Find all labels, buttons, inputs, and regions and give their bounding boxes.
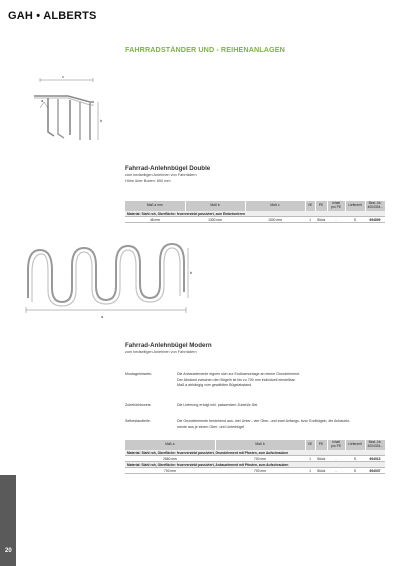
page-number: 20: [5, 548, 12, 554]
material-text: Material: Stahl roh, Oberfläche: feuerverzinkt passiviert, zum Einbetonieren: [125, 211, 385, 217]
note-line: Die Lieferung erfolgt inkl. passendem Zubehör-Set.: [177, 403, 259, 407]
table-cell: Stück: [317, 468, 326, 473]
note-line: Die Anbauelemente eignen sich zur Endlosmontage an einem Grundelement.: [177, 372, 301, 376]
column-header: VE: [305, 440, 315, 450]
note-setbestandteile: [125, 419, 385, 433]
product1-spec-table: [125, 201, 386, 223]
material-text: Material: Stahl roh, Oberfläche: feuerverzinkt passiviert, Grundelement mit Pfosten, zum Aufschrauben: [125, 450, 385, 456]
table-cell: 700 mm: [125, 468, 215, 474]
dim-a-label: a: [41, 98, 44, 103]
dim-b-label: b: [100, 118, 103, 123]
column-header: Maß b: [185, 201, 245, 211]
table-cell: S: [345, 468, 365, 474]
column-header: Maß c: [245, 201, 305, 211]
note-zubehoer: [125, 403, 385, 411]
product1-subtitle: zum bedseitigen Anlehnen von Fahrrädern: [125, 173, 197, 177]
column-header: Lieferzeit: [345, 201, 365, 211]
dim-b-label: b: [190, 270, 193, 275]
column-header: Lieferzeit: [345, 440, 365, 450]
note-text: [177, 403, 367, 409]
bike-stand-double-diagram: [28, 72, 108, 147]
note-text: [177, 372, 367, 389]
column-header: VE: [305, 201, 315, 211]
brand-logo: GAH • ALBERTS: [8, 10, 97, 22]
order-number: 694937: [365, 468, 385, 474]
column-header: PE: [315, 201, 327, 211]
product1-height: Höhe über Boden: 800 mm: [125, 179, 171, 183]
material-text: Material: Stahl roh, Oberfläche: feuerverzinkt passiviert, Anbauelement mit Pfosten, zum Aufschrauben: [125, 462, 385, 468]
note-line: Maß a abhängig vom gewählten Bügelabstand.: [177, 383, 253, 388]
table-cell: Stück: [317, 456, 326, 461]
table-cell: 1: [305, 468, 315, 474]
product2-title: Fahrrad-Anlehnbügel Modern: [125, 342, 212, 349]
column-header: Maß a mm: [125, 201, 185, 211]
table-row: [125, 217, 385, 223]
table-cell: S: [345, 217, 365, 223]
table-row: [125, 468, 385, 474]
table-header-row: [125, 201, 385, 211]
product2-notes: [125, 372, 385, 432]
table-cell: 1300 mm: [185, 217, 245, 223]
note-label: Zubehörhinweis:: [125, 403, 152, 407]
column-header: PE: [315, 440, 327, 450]
product2-spec-table: [125, 440, 386, 474]
dim-c-label: c: [62, 74, 64, 79]
product2-subtitle: zum bedseitigen Anlehnen von Fahrrädern: [125, 350, 197, 354]
column-header: Best.-Nr. 4004334...: [365, 201, 385, 211]
table-cell: -: [327, 217, 345, 223]
order-number: 694899: [365, 217, 385, 223]
note-label: Montagehinweis:: [125, 372, 152, 376]
column-header: Inhalt pro PE: [327, 440, 345, 450]
column-header: Best.-Nr. 4004334...: [365, 440, 385, 450]
table-cell: 700 mm: [215, 468, 305, 474]
order-number: 694913: [365, 456, 385, 462]
table-cell: 1: [305, 217, 315, 223]
dim-a-label: a: [101, 314, 104, 319]
table-cell: 48 mm: [125, 217, 185, 223]
column-header: Maß b: [215, 440, 305, 450]
table-cell: 1000 mm: [245, 217, 305, 223]
table-cell: -: [327, 456, 345, 462]
note-text: [177, 419, 367, 430]
note-line: mente aus je einem Ober- und Unterbügel: [177, 424, 245, 429]
table-header-row: [125, 440, 385, 450]
column-header: Inhalt pro PE: [327, 201, 345, 211]
note-label: Setbestandteile:: [125, 419, 151, 423]
note-montage: [125, 372, 385, 392]
column-header: Maß a: [125, 440, 215, 450]
table-cell: S: [345, 456, 365, 462]
product1-title: Fahrrad-Anlehnbügel Double: [125, 165, 211, 172]
page-heading: FAHRRADSTÄNDER UND - REIHENANLAGEN: [125, 45, 285, 54]
table-cell: 700 mm: [215, 456, 305, 462]
table-cell: 1: [305, 456, 315, 462]
note-line: Die Grundelemente bestehend aus: drei Unter-, vier Ober- und zwei Anfangs- bzw. Endbügeln, die Anbauele-: [177, 419, 351, 423]
bike-stand-modern-diagram: [18, 240, 198, 322]
table-cell: -: [327, 468, 345, 474]
table-cell: 2660 mm: [125, 456, 215, 462]
table-cell: Stück: [317, 217, 326, 222]
note-line: Der Abstand zwischen den Bügeln ist bis zu 700 mm individuell einstellbar.: [177, 377, 296, 382]
